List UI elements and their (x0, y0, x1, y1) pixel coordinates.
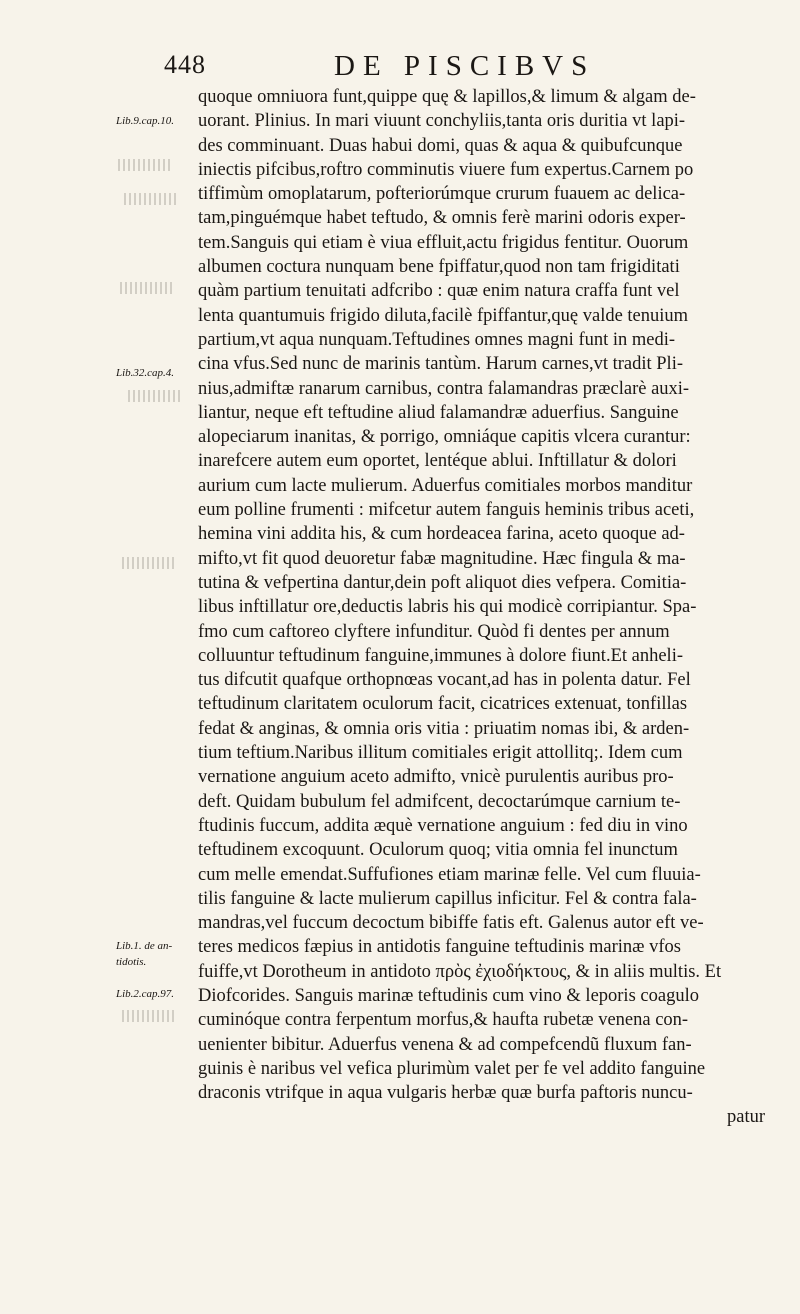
text-line: tam,pinguémque habet teftudo, & omnis ferè marini odoris exper- (198, 208, 686, 229)
text-line: teftudinum claritatem oculorum facit, cicatrices extenuat, tonfillas (198, 694, 688, 715)
text-line: tilis fanguine & lacte mulierum capillus inficitur. Fel & contra fala- (198, 888, 697, 909)
text-line: quàm partium tenuitati adfcribo : quæ enim natura craffa funt vel (198, 281, 680, 302)
text-line: teftudinem excoquunt. Oculorum quoq; vitia omnia fel inunctum (198, 840, 678, 861)
text-line: aurium cum lacte mulierum. Aduerfus comitiales morbos manditur (198, 475, 693, 496)
text-line: quoque omniuora funt,quippe quę & lapillos,& limum & algam de- (198, 87, 696, 107)
text-line: nius,admiftæ ranarum carnibus, contra falamandras præclarè auxi- (198, 378, 690, 399)
text-line: mandras,vel fuccum decoctum bibiffe fatis eft. Galenus autor eft ve- (198, 913, 704, 934)
margin-note: Lib.1. de an- (116, 940, 173, 952)
text-line: tutina & vefpertina dantur,dein poft aliquot dies vefpera. Comitia- (198, 572, 687, 593)
text-line: lenta quantumuis frigido diluta,facilè fpiffantur,quę valde tenuium (198, 305, 689, 326)
text-line: teres medicos fæpius in antidotis fanguine teftudinis marinæ vfos (198, 937, 681, 958)
margin-note: Lib.2.cap.97. (116, 988, 175, 1000)
text-line: cum melle emendat.Suffufiones etiam marinæ felle. Vel cum fluuia- (198, 864, 701, 885)
text-line: uenienter bibitur. Aduerfus venena & ad compefcendũ fluxum fan- (198, 1034, 692, 1055)
text-line: fedat & anginas, & omnia oris vitia : priuatim nomas ibi, & arden- (198, 718, 690, 739)
text-line: tus difcutit quafque orthopnœas vocant,ad has in polenta datur. Fel (198, 670, 691, 691)
ink-offset-mark (120, 282, 172, 294)
text-line: hemina vini addita his, & cum hordeacea farina, aceto quoque ad- (198, 524, 685, 545)
ink-offset-mark (122, 557, 174, 569)
text-line: colluuntur teftudinum fanguine,immunes à dolore fiunt.Et anheli- (198, 645, 683, 666)
ink-offset-mark (122, 1010, 174, 1022)
ink-offset-mark (128, 390, 180, 402)
text-line: libus inftillatur ore,deductis labris his qui modicè corripiantur. Spa- (198, 597, 697, 618)
text-line: alopeciarum inanitas, & porrigo, omniáque capitis vlcera curantur: (198, 427, 691, 448)
text-line: inarefcere autem eum oportet, lentéque ablui. Inftillatur & dolori (198, 451, 677, 472)
text-line: draconis vtrifque in aqua vulgaris herbæ quæ burfa paftoris nuncu- (198, 1083, 693, 1104)
text-line: ftudinis fuccum, addita æquè vernatione anguium : fed diu in vino (198, 815, 688, 836)
text-line: iniectis pifcibus,roftro comminutis viuere fum expertus.Carnem po (198, 159, 694, 180)
text-line: deft. Quidam bubulum fel admifcent, decoctarúmque carnium te- (198, 791, 681, 812)
page-number: 448 (164, 50, 206, 79)
text-line: fmo cum caftoreo clyftere infunditur. Quòd fi dentes per annum (198, 621, 670, 642)
ink-offset-mark (118, 159, 170, 171)
text-line: vernatione anguium aceto admifto, vnicè purulentis auribus pro- (198, 767, 674, 788)
ink-offset-mark (124, 193, 176, 205)
text-line: liantur, neque eft teftudine aliud falamandræ aduerfius. Sanguine (198, 402, 679, 423)
last-text-line: patur (726, 1107, 765, 1128)
margin-note: tidotis. (116, 956, 147, 968)
running-head-title: DE PISCIBVS (334, 50, 596, 82)
text-line: cina vfus.Sed nunc de marinis tantùm. Harum carnes,vt tradit Pli- (198, 354, 683, 375)
text-line: eum polline frumenti : mifcetur autem fanguis heminis tribus aceti, (198, 500, 695, 521)
text-line: Diofcorides. Sanguis marinæ teftudinis cum vino & leporis coagulo (198, 985, 699, 1006)
text-line: des comminuant. Duas habui domi, quas & aqua & quibufcunque (198, 135, 683, 156)
text-line: tiffimùm omoplatarum, pofteriorúmque crurum fuauem ac delica- (198, 184, 686, 205)
text-line: mifto,vt fit quod deuoretur fabæ magnitudine. Hæc fingula & ma- (198, 548, 686, 569)
text-line: uorant. Plinius. In mari viuunt conchyliis,tanta oris duritia vt lapi- (198, 111, 686, 132)
text-line: tem.Sanguis qui etiam è viua effluit,actu frigidus fentitur. Ouorum (198, 232, 689, 253)
text-line: partium,vt aqua nunquam.Teftudines omnes magni funt in medi- (198, 329, 676, 350)
text-line: cuminóque contra ferpentum morfus,& haufta rubetæ venena con- (198, 1010, 689, 1031)
main-text-column (198, 85, 770, 1130)
margin-note: Lib.32.cap.4. (116, 367, 175, 379)
text-line: albumen coctura nunquam bene fpiffatur,quod non tam frigiditati (198, 257, 680, 278)
page-header (164, 50, 760, 90)
text-line: tium teftium.Naribus illitum comitiales erigit attollitq;. Idem cum (198, 743, 683, 764)
margin-note: Lib.9.cap.10. (116, 115, 175, 127)
text-line: fuiffe,vt Dorotheum in antidoto πρὸς ἐχιοδήκτους, & in aliis multis. Et (198, 961, 722, 982)
text-line: guinis è naribus vel vefica plurimùm valet per fe vel addito fanguine (198, 1058, 706, 1079)
